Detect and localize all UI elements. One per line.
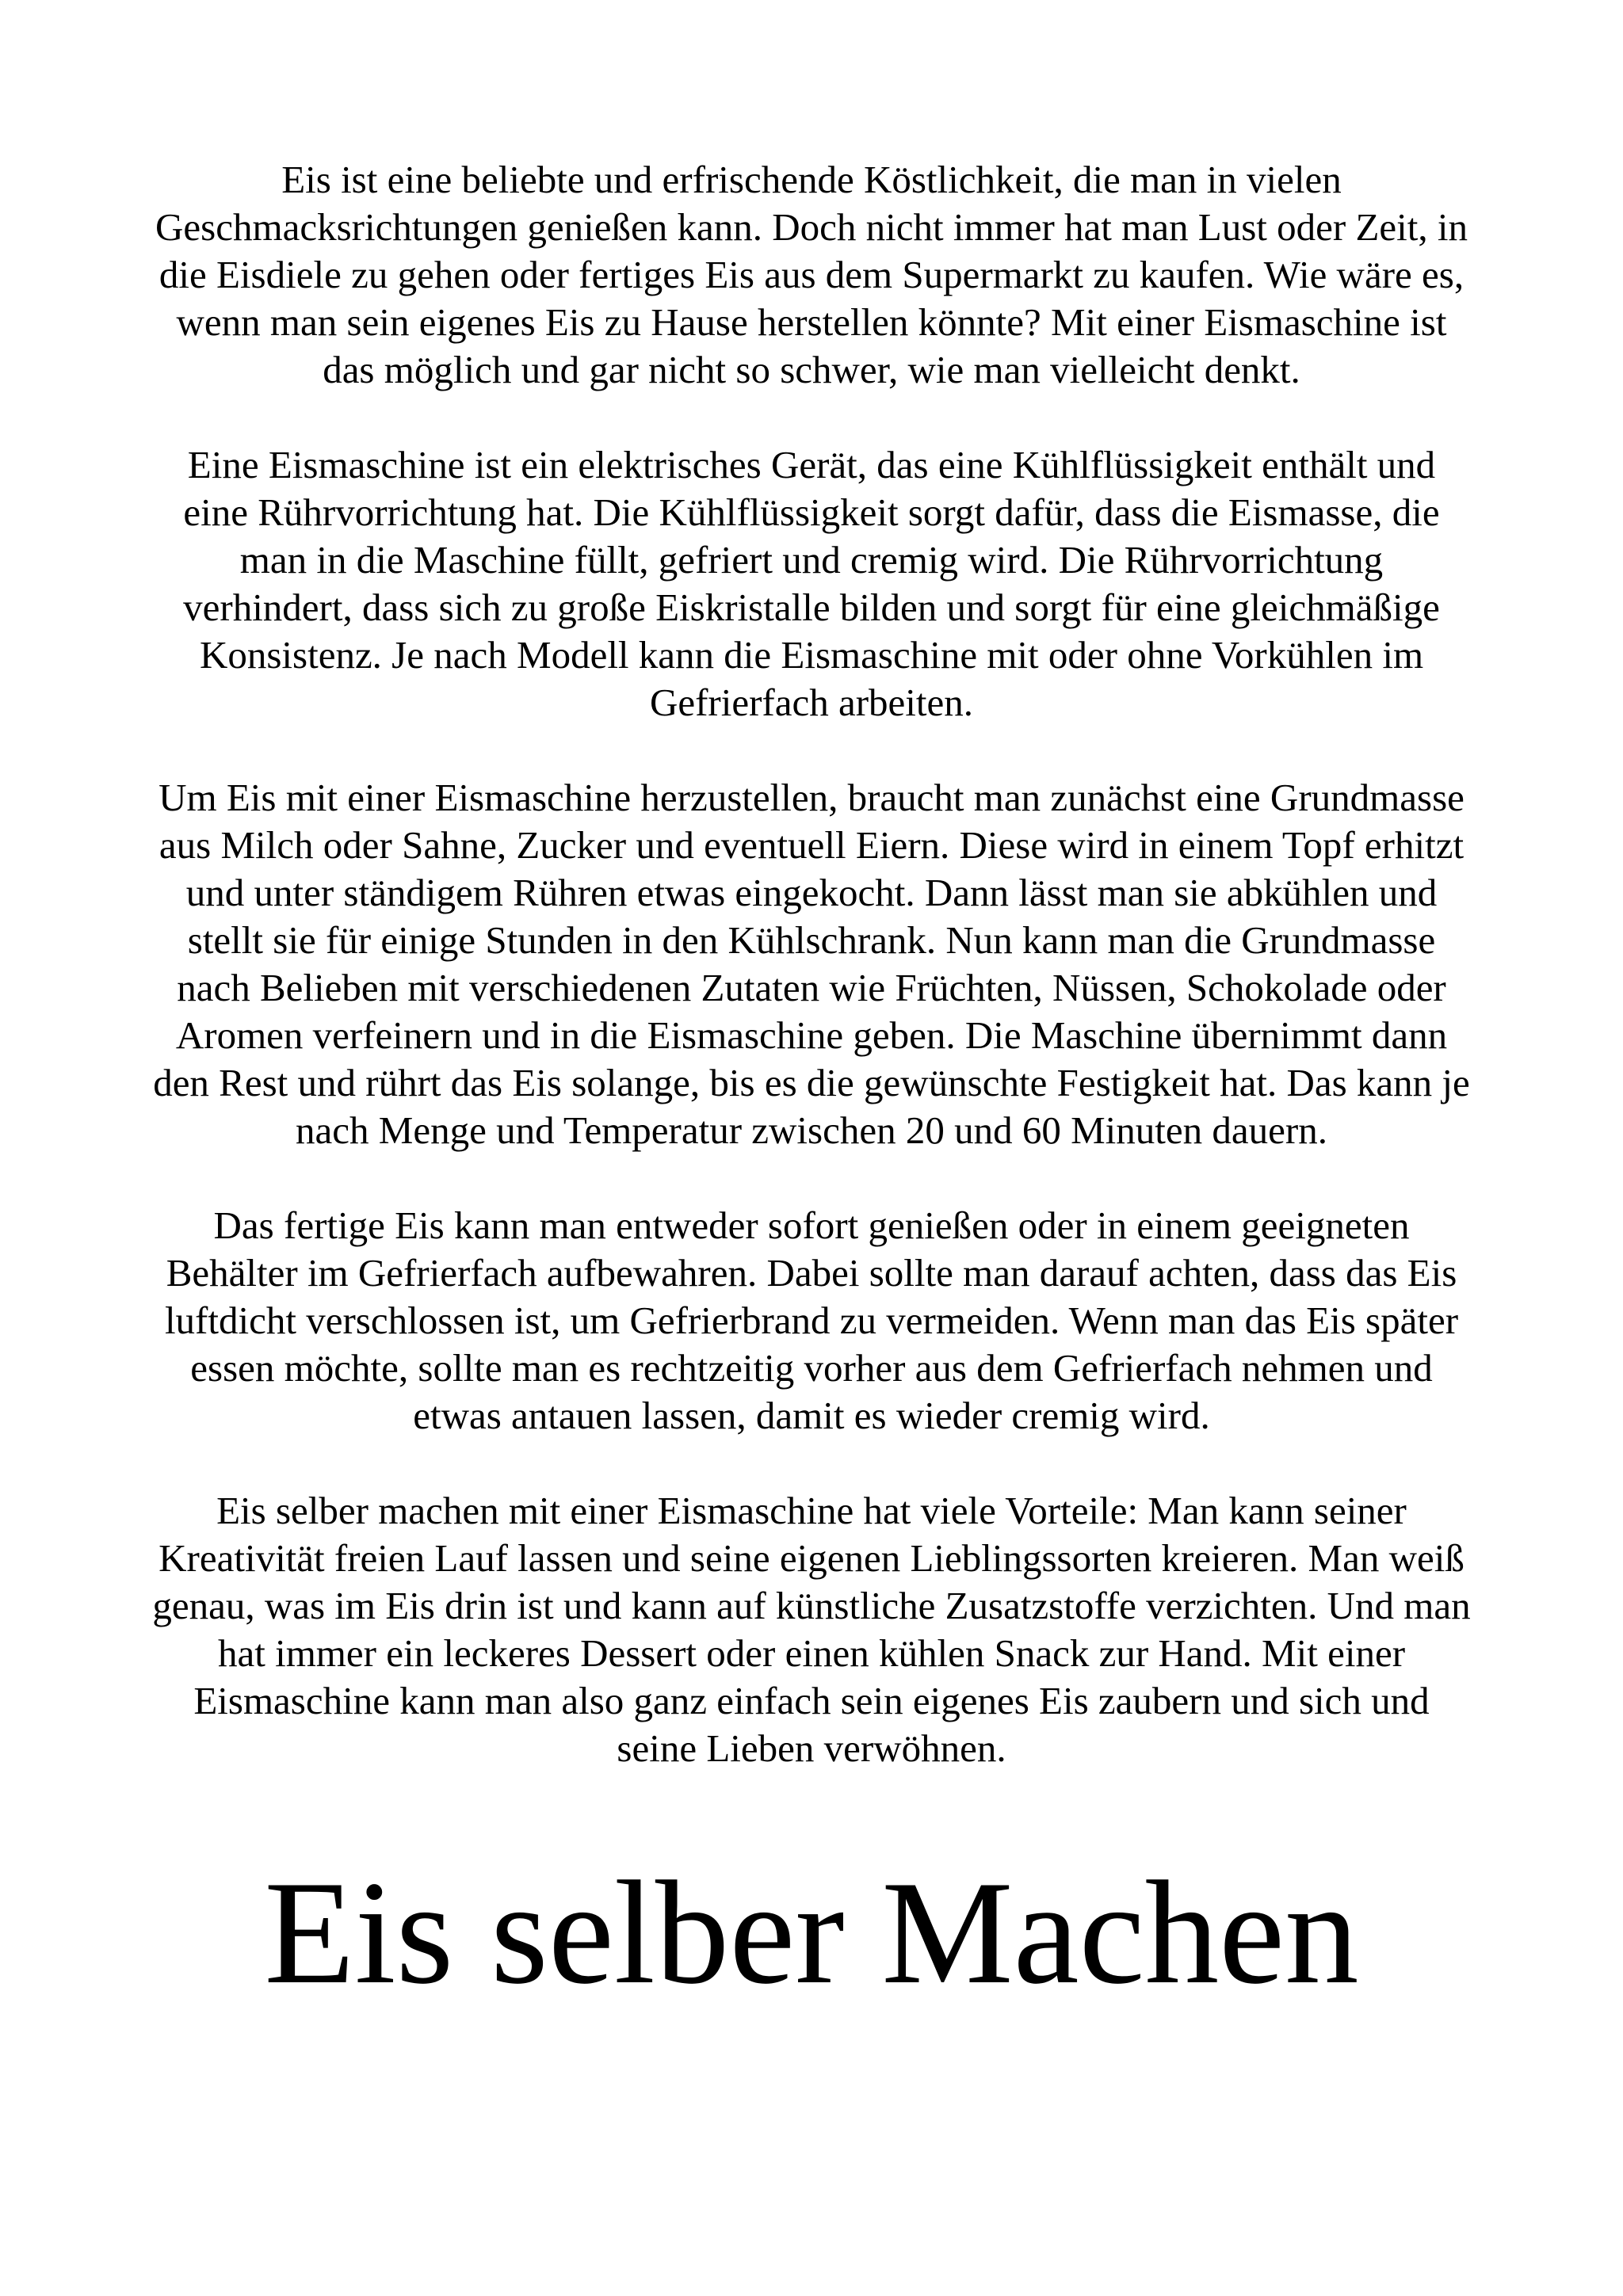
page-title: Eis selber Machen	[264, 1851, 1359, 2015]
paragraph-advantages: Eis selber machen mit einer Eismaschine hat viele Vorteile: Man kann seiner Kreativität freien Lauf lassen und seine eigenen Lieblingssorten kreieren. Man weiß genau, was im Eis drin ist und kann auf künstliche Zusatzstoffe verzichten. Und man hat immer ein leckeres Dessert oder einen kühlen Snack zur Hand. Mit einer Eismaschine kann man also ganz einfach sein eigenes Eis zaubern und sich und seine Lieben verwöhnen.	[152, 1489, 1471, 1770]
paragraph-storage: Das fertige Eis kann man entweder sofort genießen oder in einem geeigneten Behälter im Gefrierfach aufbewahren. Dabei sollte man darauf achten, dass das Eis luftdicht verschlossen ist, um Gefrierbrand zu vermeiden. Wenn man das Eis später essen möchte, sollte man es rechtzeitig vorher aus dem Gefrierfach nehmen und etwas antauen lassen, damit es wieder cremig wird.	[164, 1203, 1459, 1437]
paragraph-ice-cream-machine: Eine Eismaschine ist ein elektrisches Gerät, das eine Kühlflüssigkeit enthält und eine Rührvorrichtung hat. Die Kühlflüssigkeit sorgt dafür, dass die Eismasse, die man in die Maschine füllt, gefriert und cremig wird. Die Rührvorrichtung verhindert, dass sich zu große Eiskristalle bilden und sorgt für eine gleichmäßige Konsistenz. Je nach Modell kann die Eismaschine mit oder ohne Vorkühlen im Gefrierfach arbeiten.	[183, 443, 1440, 724]
body-text	[151, 156, 1472, 1772]
paragraph-intro: Eis ist eine beliebte und erfrischende Köstlichkeit, die man in vielen Geschmacksrichtungen genießen kann. Doch nicht immer hat man Lust oder Zeit, in die Eisdiele zu gehen oder fertiges Eis aus dem Supermarkt zu kaufen. Wie wäre es, wenn man sein eigenes Eis zu Hause herstellen könnte? Mit einer Eismaschine ist das möglich und gar nicht so schwer, wie man vielleicht denkt.	[155, 158, 1468, 391]
paragraph-preparation: Um Eis mit einer Eismaschine herzustellen, braucht man zunächst eine Grundmasse aus Milch oder Sahne, Zucker und eventuell Eiern. Diese wird in einem Topf erhitzt und unter ständigem Rühren etwas eingekocht. Dann lässt man sie abkühlen und stellt sie für einige Stunden in den Kühlschrank. Nun kann man die Grundmasse nach Belieben mit verschiedenen Zutaten wie Früchten, Nüssen, Schokolade oder Aromen verfeinern und in die Eismaschine geben. Die Maschine übernimmt dann den Rest und rührt das Eis solange, bis es die gewünschte Festigkeit hat. Das kann je nach Menge und Temperatur zwischen 20 und 60 Minuten dauern.	[153, 776, 1470, 1152]
